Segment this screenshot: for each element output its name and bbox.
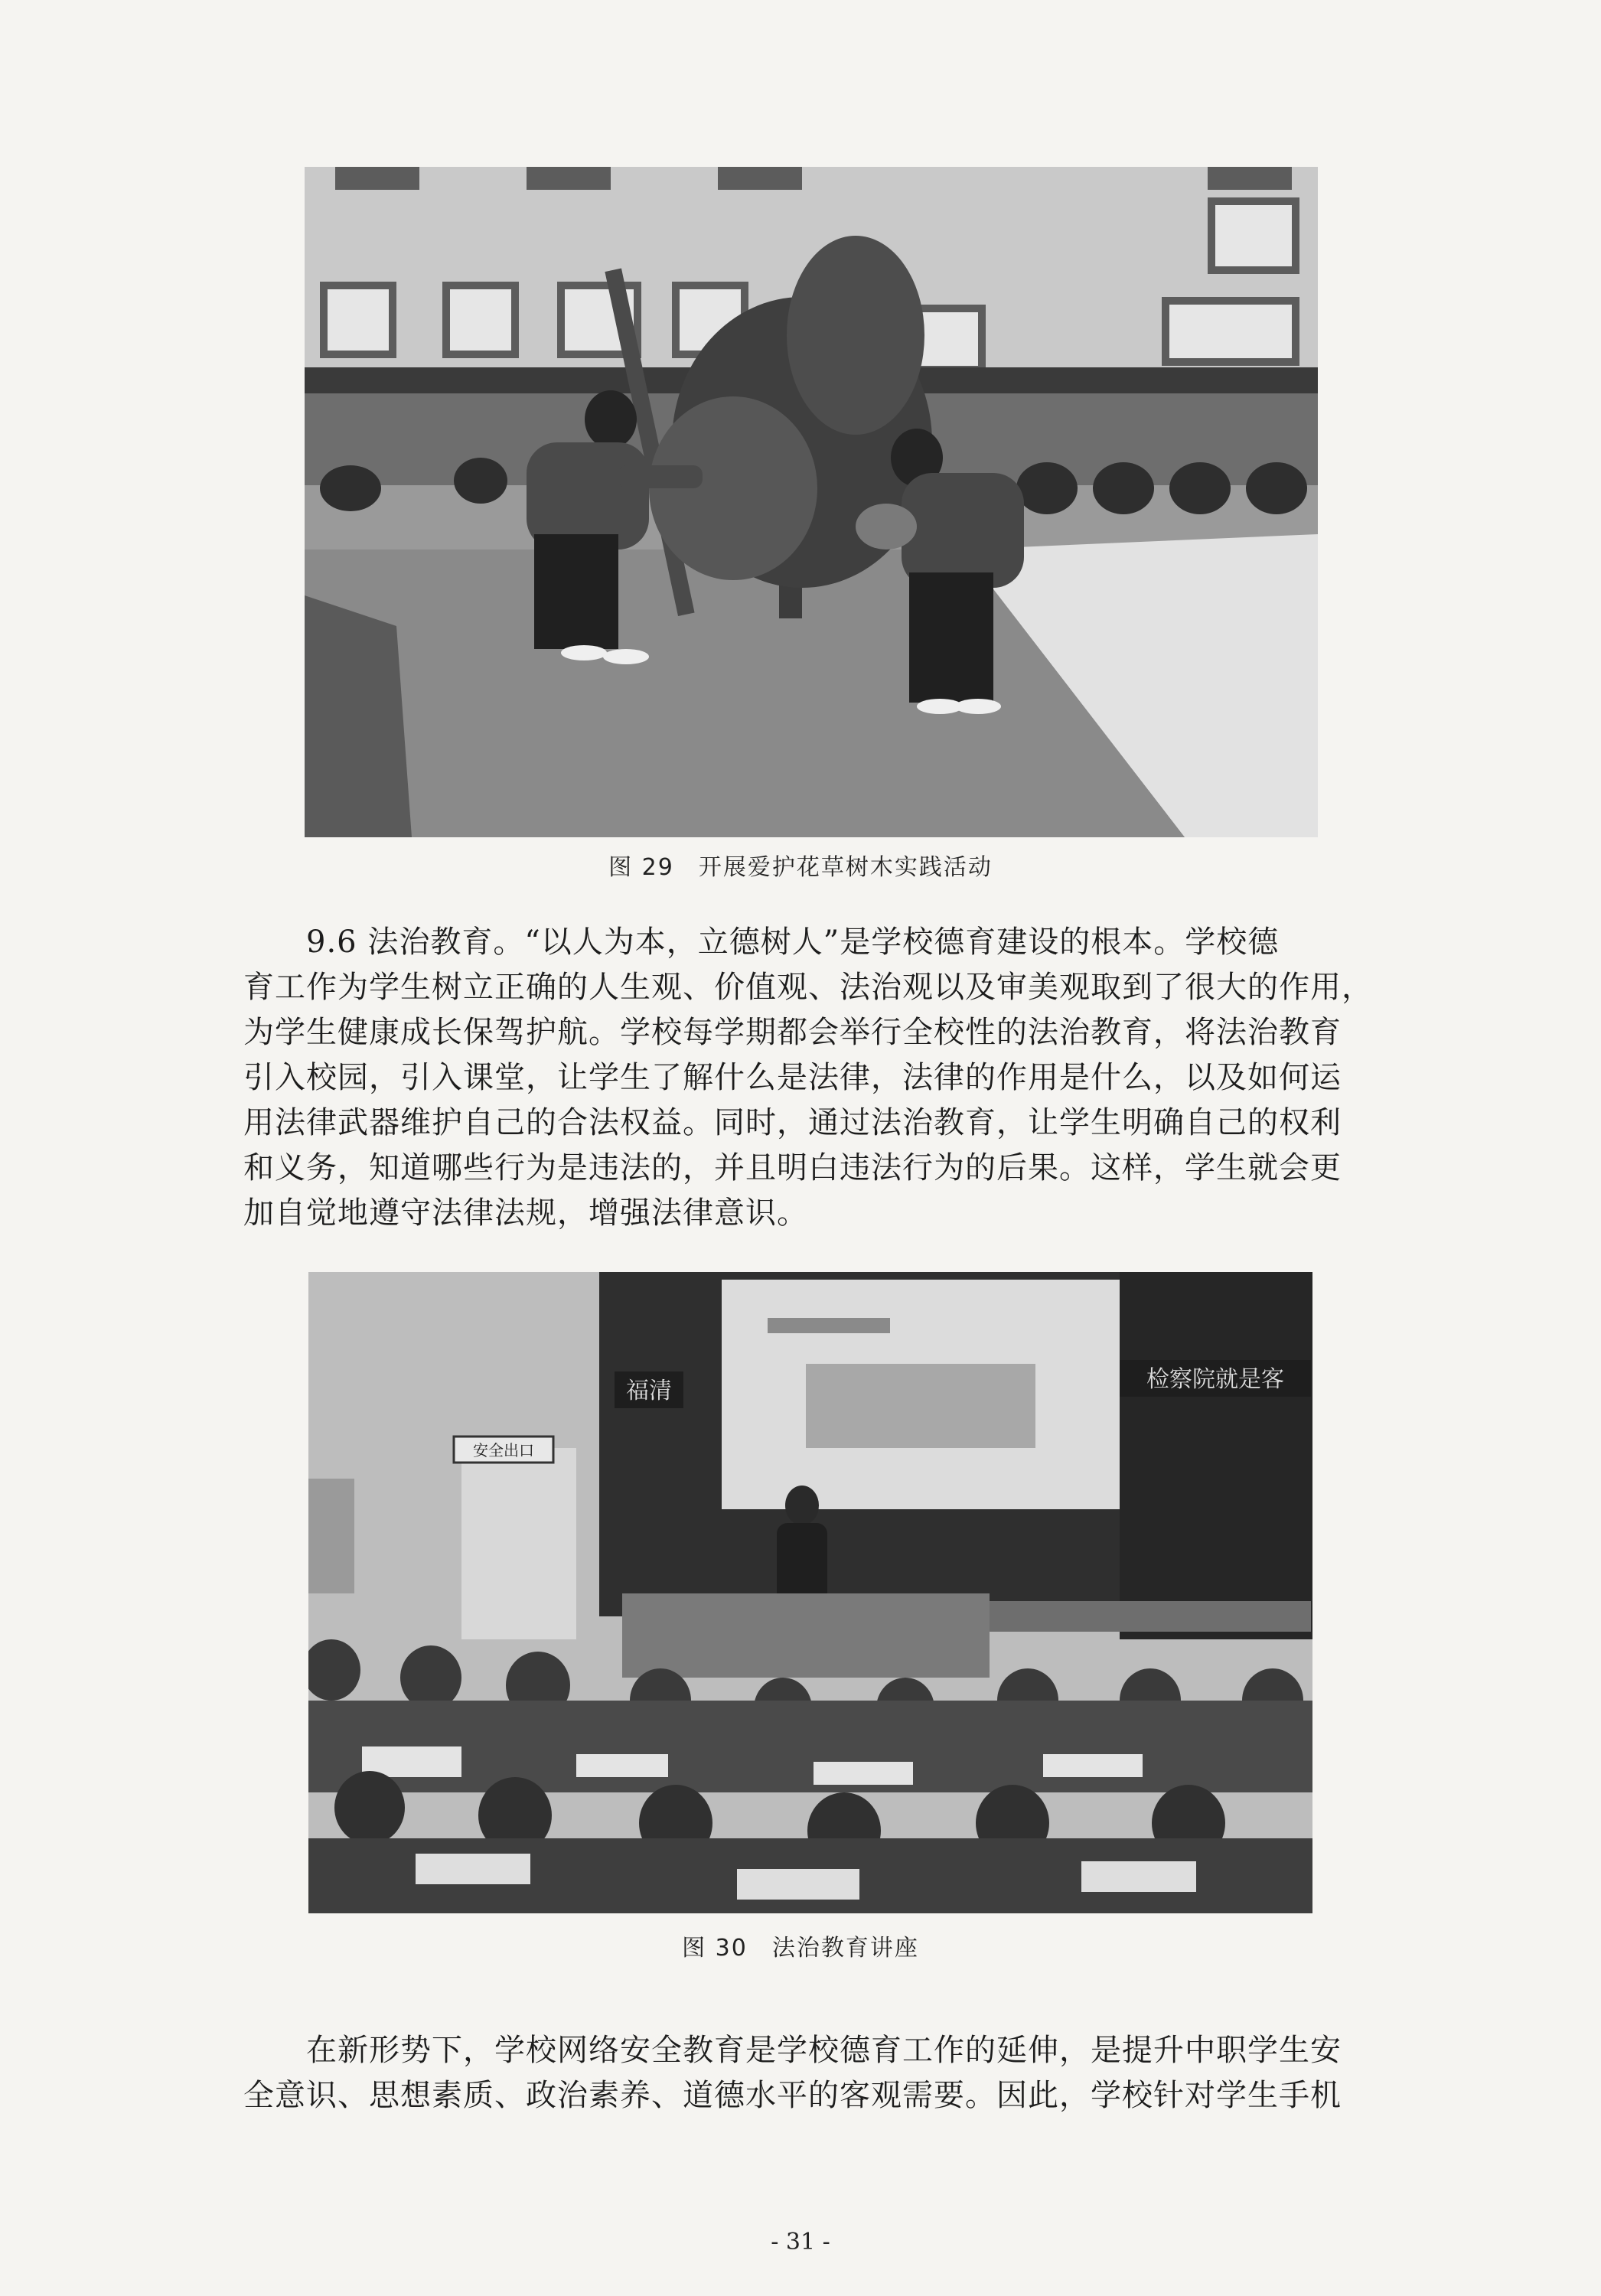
paragraph-line: 在新形势下，学校网络安全教育是学校德育工作的延伸，是提升中职学生安 [306, 2033, 1342, 2068]
paragraph-line: 9.6 法治教育。“以人为本，立德树人”是学校德育建设的根本。学校德 [306, 925, 1280, 960]
page-number: - 31 - [771, 2229, 830, 2255]
paragraph-line: 引入校园，引入课堂，让学生了解什么是法律，法律的作用是什么，以及如何运 [243, 1060, 1342, 1095]
lecture-hall-illustration [308, 1272, 1312, 1913]
banner-left-text: 福清 [626, 1378, 672, 1404]
figure-30-caption: 图 30 法治教育讲座 [682, 1935, 919, 1962]
banner-right-text: 检察院就是客 [1146, 1366, 1284, 1393]
figure-29-caption: 图 29 开展爱护花草树木实践活动 [608, 854, 993, 881]
paragraph-line: 为学生健康成长保驾护航。学校每学期都会举行全校性的法治教育，将法治教育 [243, 1015, 1342, 1050]
figure-29-photo [305, 167, 1318, 837]
paragraph-line: 和义务，知道哪些行为是违法的，并且明白违法行为的后果。这样，学生就会更 [243, 1150, 1342, 1186]
paragraph-line: 全意识、思想素质、政治素养、道德水平的客观需要。因此，学校针对学生手机 [243, 2078, 1342, 2113]
paragraph-line: 加自觉地遵守法律法规，增强法律意识。 [243, 1195, 808, 1231]
paragraph-line: 育工作为学生树立正确的人生观、价值观、法治观以及审美观取到了很大的作用， [243, 970, 1373, 1005]
tree-planting-illustration [305, 167, 1318, 837]
closing-paragraph [243, 2028, 1373, 2118]
section-9-6-paragraph [243, 920, 1373, 1236]
figure-30-photo [308, 1272, 1312, 1913]
door-sign-text: 安全出口 [473, 1441, 534, 1459]
paragraph-line: 用法律武器维护自己的合法权益。同时，通过法治教育，让学生明确自己的权利 [243, 1105, 1342, 1140]
